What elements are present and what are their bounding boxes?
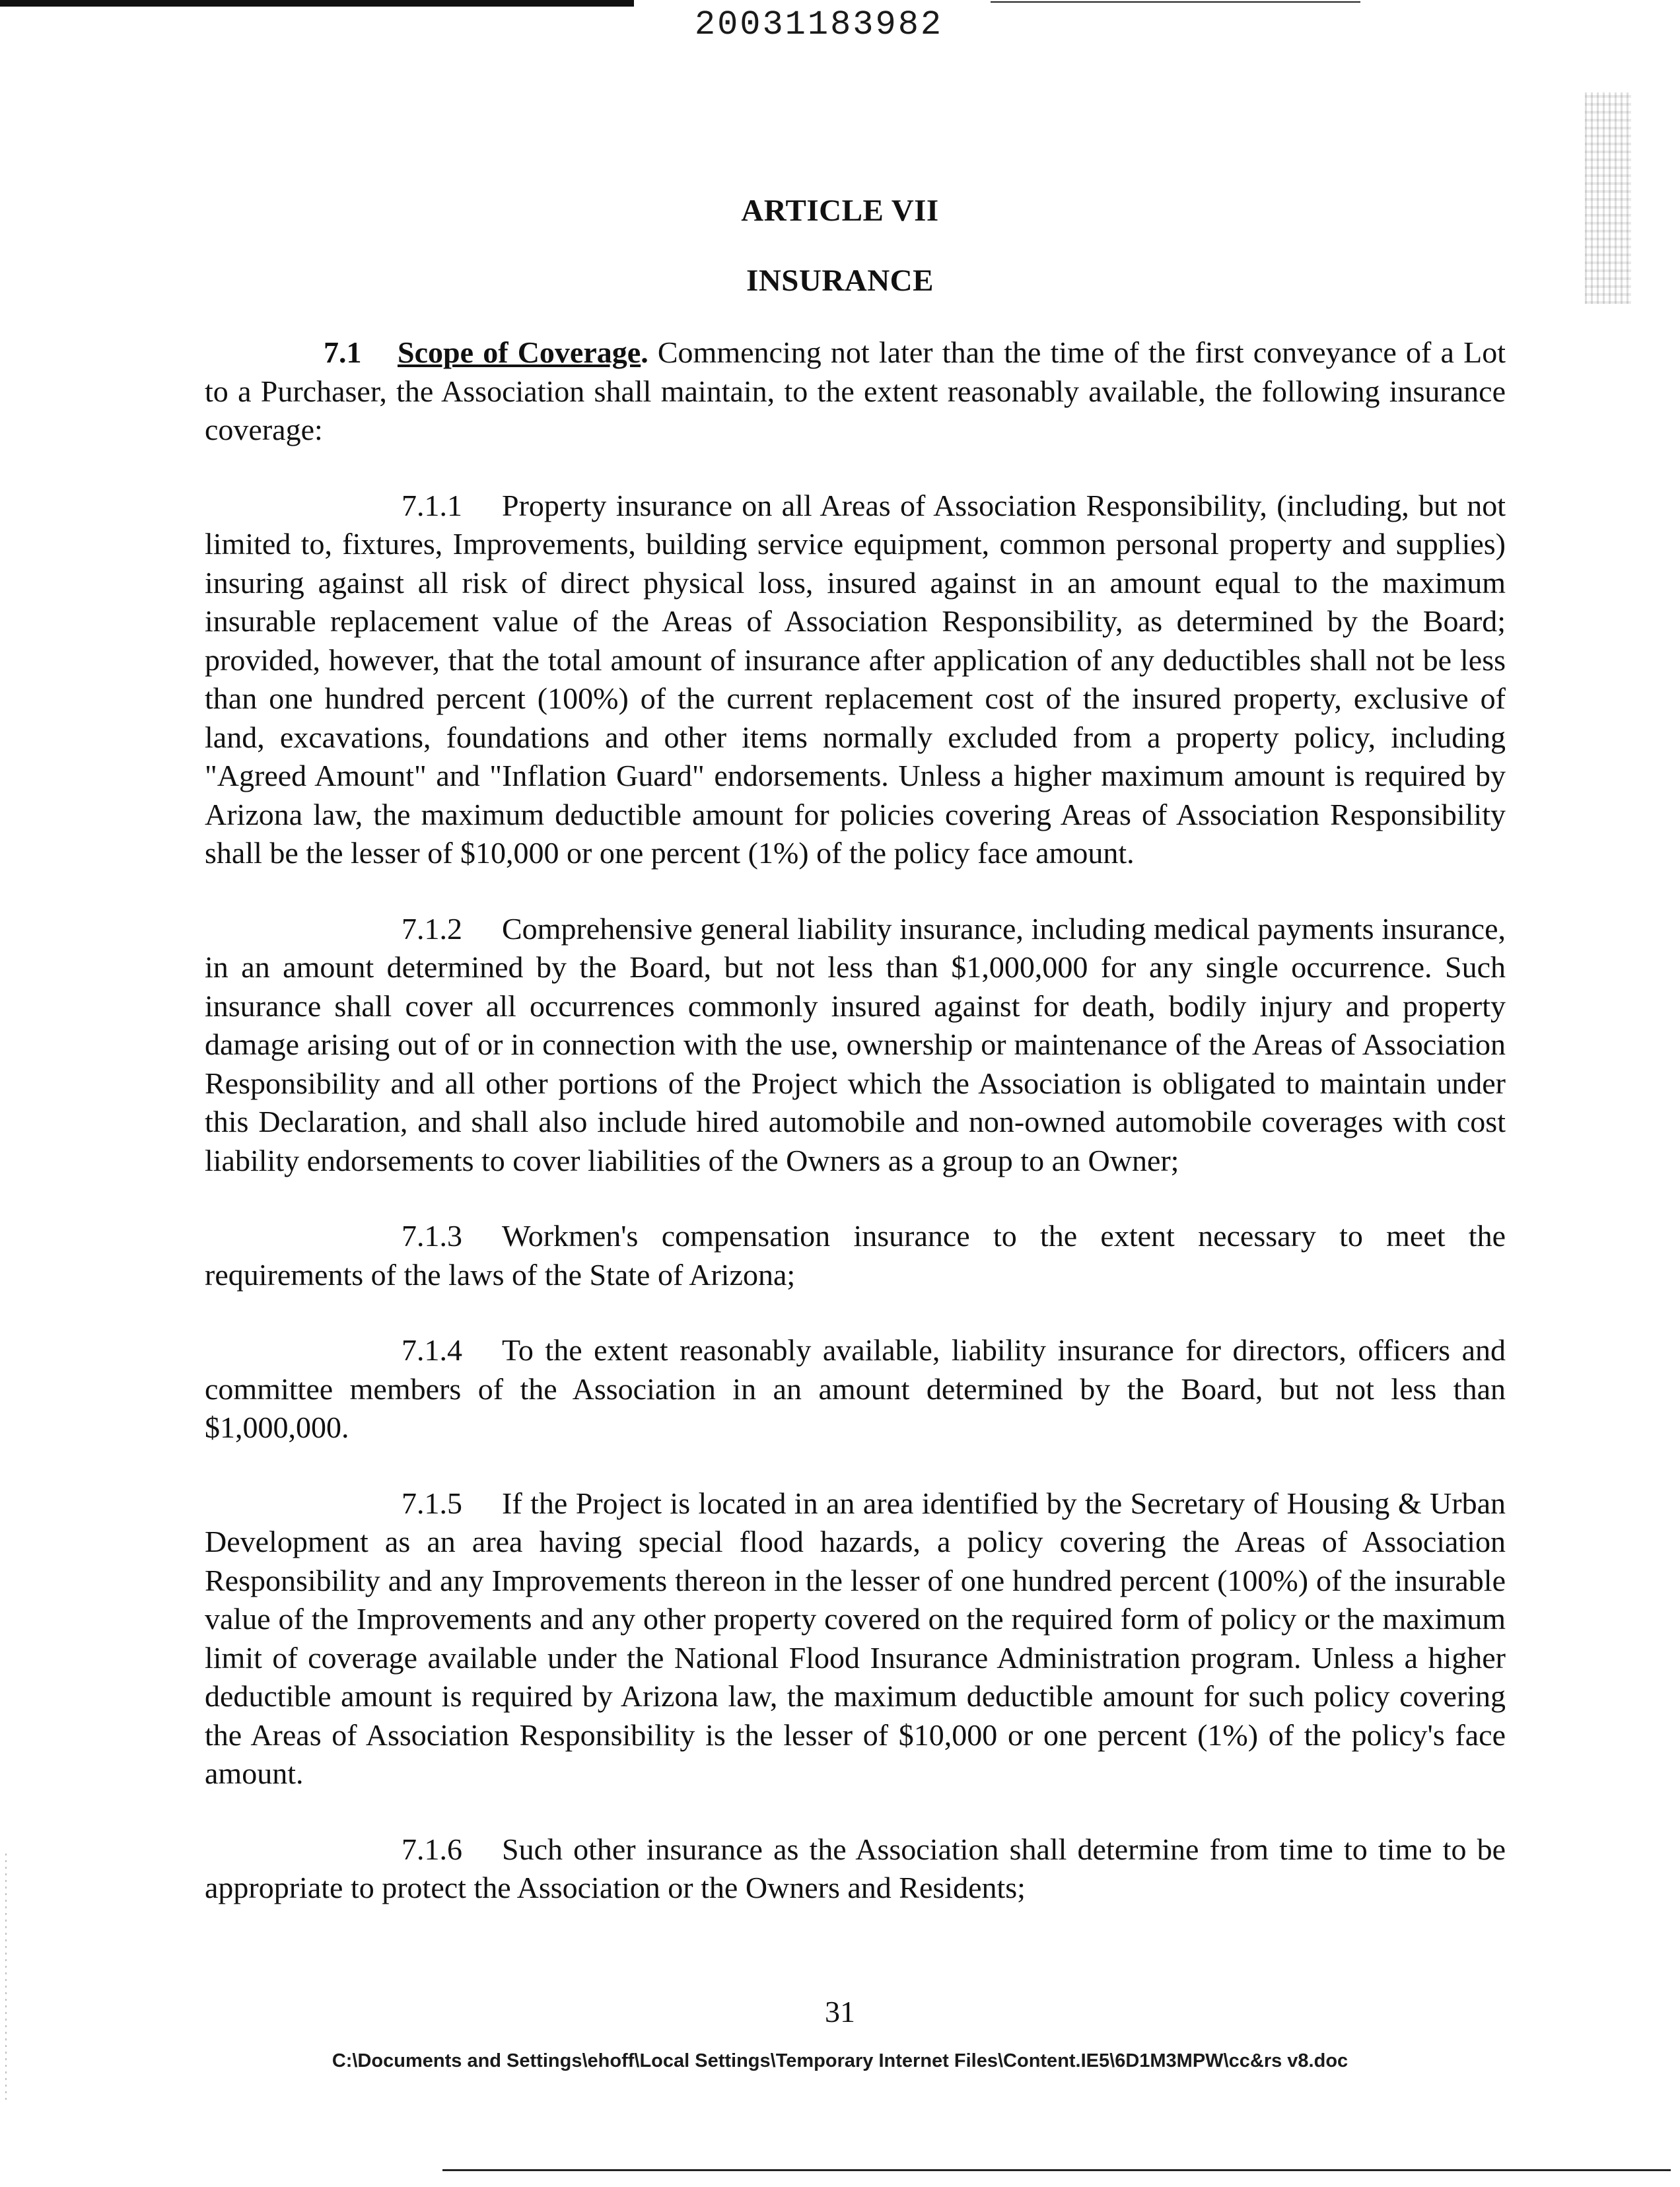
subsection-number: 7.1.3 <box>402 1219 462 1253</box>
subsection-text: Comprehensive general liability insurance, including medical payments insurance, in an amount determined by the Board, but not less than $1,000,000 for any single occurrence. Such insurance shall cover all occurrences commonly insured against for death, bodily injury and property damage arising out of or in connection with the use, ownership or maintenance of the Areas of Association Responsibility and all other portions of the Project which the Association is obligated to maintain under this Declaration, and shall also include hired automobile and non-owned automobile coverages with cost liability endorsements to cover liabilities of the Owners as a group to an Owner; <box>205 911 1506 1177</box>
subsection-text: Such other insurance as the Association shall determine from time to time to be appropriate to protect the Association or the Owners and Residents; <box>205 1832 1506 1904</box>
section-text: Commencing not later than the time of the first conveyance of a Lot to a Purchaser, the Association shall maintain, to the extent reasonably available, the following insurance coverage: <box>205 335 1506 446</box>
subsection-7-1-5 <box>205 1484 1506 1793</box>
subsection-number: 7.1.4 <box>402 1333 462 1367</box>
subsection-7-1-1 <box>205 487 1506 873</box>
subsection-text: Workmen's compensation insurance to the extent necessary to meet the requirements of the laws of the State of Arizona; <box>205 1219 1506 1292</box>
document-body <box>205 333 1506 1945</box>
subsection-number: 7.1.1 <box>402 488 462 522</box>
scan-bottom-rule <box>442 2169 1671 2171</box>
scan-top-bar <box>0 0 634 7</box>
subsection-7-1-4 <box>205 1331 1506 1447</box>
article-title: ARTICLE VII <box>741 193 939 228</box>
section-7-1 <box>205 333 1506 450</box>
subsection-number: 7.1.5 <box>402 1486 462 1520</box>
section-number: 7.1 <box>324 335 362 369</box>
file-path-footer: C:\Documents and Settings\ehoff\Local Settings\Temporary Internet Files\Content.IE5\6D1M3MPW\cc&rs v8.doc <box>332 2050 1348 2071</box>
subsection-7-1-6 <box>205 1830 1506 1908</box>
subsection-text: Property insurance on all Areas of Association Responsibility, (including, but not limited to, fixtures, Improvements, building service equipment, common personal property and supplies) insuring against all risk of direct physical loss, insured against in an amount equal to the maximum insurable replacement value of the Areas of Association Responsibility, as determined by the Board; provided, however, that the total amount of insurance after application of any deductibles shall not be less than one hundred percent (100%) of the current replacement cost of the insured property, exclusive of land, excavations, foundations and other items normally excluded from a property policy, including "Agreed Amount" and "Inflation Guard" endorsements. Unless a higher maximum amount is required by Arizona law, the maximum deductible amount for policies covering Areas of Association Responsibility shall be the lesser of $10,000 or one percent (1%) of the policy face amount. <box>205 488 1506 870</box>
subsection-7-1-3 <box>205 1217 1506 1294</box>
section-title: Scope of Coverage <box>398 335 641 369</box>
scan-top-rule <box>991 1 1360 3</box>
recording-number: 20031183982 <box>694 5 944 44</box>
subsection-text: If the Project is located in an area identified by the Secretary of Housing & Urban Development as an area having special flood hazards, a policy covering the Areas of Association Responsibility and any Improvements thereon in the lesser of one hundred percent (100%) of the insurable value of the Improvements and any other property covered on the required form of policy or the maximum limit of coverage available under the National Flood Insurance Administration program. Unless a higher deductible amount is required by Arizona law, the maximum deductible amount for such policy covering the Areas of Association Responsibility is the lesser of $10,000 or one percent (1%) of the policy's face amount. <box>205 1486 1506 1790</box>
subsection-number: 7.1.2 <box>402 911 462 946</box>
section-title-period: . <box>641 335 648 369</box>
subsection-number: 7.1.6 <box>402 1832 462 1866</box>
page-number: 31 <box>825 1995 855 2029</box>
article-subtitle: INSURANCE <box>746 263 934 298</box>
subsection-7-1-2 <box>205 910 1506 1181</box>
subsection-text: To the extent reasonably available, liability insurance for directors, officers and committee members of the Association in an amount determined by the Board, but not less than $1,000,000. <box>205 1333 1506 1444</box>
